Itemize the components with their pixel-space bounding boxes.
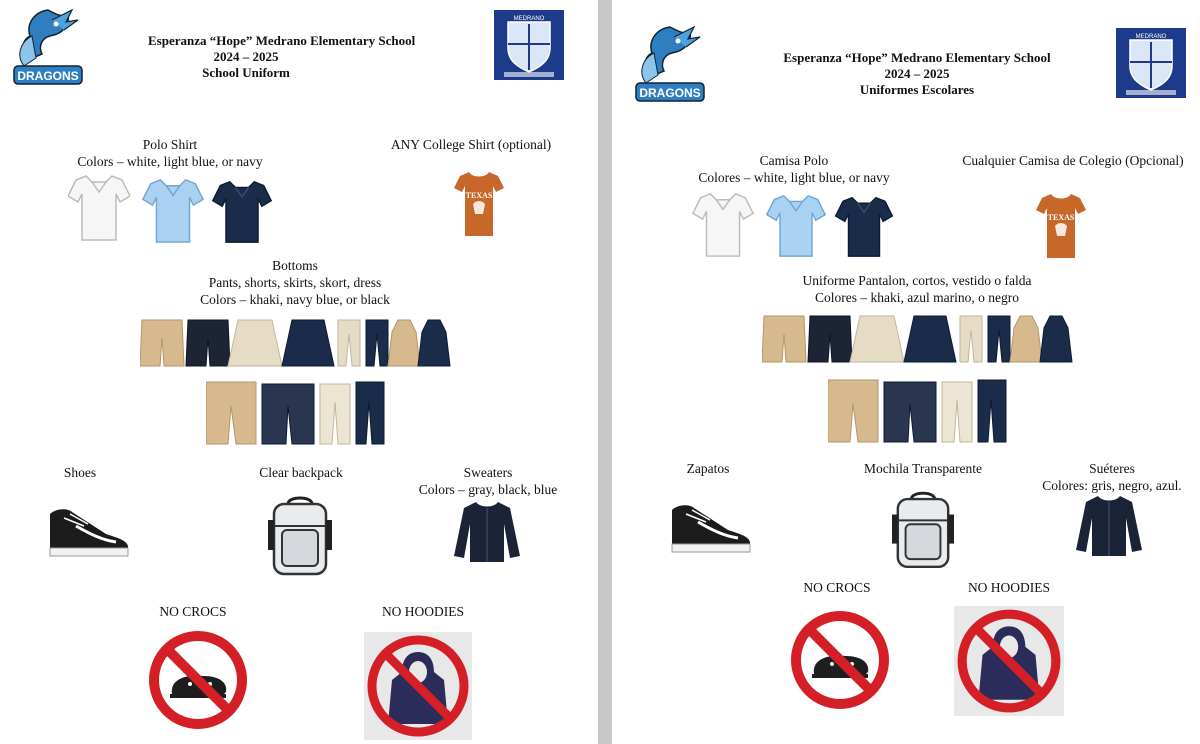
- polo-white-image: [68, 172, 130, 242]
- clear-backpack-image: [268, 496, 332, 578]
- no-crocs-sign: [790, 610, 890, 710]
- sweaters-title: Suéteres: [1089, 461, 1135, 476]
- shoe-image: [668, 496, 752, 556]
- crest-text: MEDRANO: [513, 16, 545, 22]
- college-shirt-title: ANY College Shirt (optional): [390, 137, 552, 152]
- polo-colors: Colores – white, light blue, or navy: [698, 170, 890, 185]
- no-hoodies-label: [362, 603, 484, 620]
- no-hoodies-title: NO HOODIES: [967, 580, 1051, 595]
- bottoms-colors: Colors – khaki, navy blue, or black: [200, 292, 390, 307]
- dragons-logo-text: DRAGONS: [639, 86, 701, 100]
- no-hoodies-label: [948, 579, 1070, 596]
- no-hoodies-title: NO HOODIES: [381, 604, 465, 619]
- sweaters-colors: Colores: gris, negro, azul.: [1042, 478, 1182, 493]
- bottoms-label: [782, 272, 1052, 306]
- bottoms-label: [190, 257, 400, 308]
- college-shirt-label: [950, 152, 1196, 169]
- polo-title: Camisa Polo: [759, 153, 829, 168]
- english-page: [0, 0, 598, 744]
- shoes-label: [40, 464, 120, 481]
- no-crocs-title: NO CROCS: [159, 604, 227, 619]
- sweaters-label: [408, 464, 568, 498]
- school-year: 2024 – 2025: [884, 66, 950, 81]
- bottoms-row-2-image: [206, 380, 386, 446]
- college-shirt-image: [1036, 192, 1086, 260]
- sweaters-colors: Colors – gray, black, blue: [418, 482, 558, 497]
- crest-text: MEDRANO: [1135, 34, 1167, 40]
- no-crocs-title: NO CROCS: [803, 580, 871, 595]
- dragons-logo: [12, 6, 84, 88]
- clear-backpack-image: [892, 490, 954, 572]
- shoes-label: [668, 460, 748, 477]
- college-shirt-title: Cualquier Camisa de Colegio (Opcional): [962, 153, 1184, 168]
- college-shirt-text: TEXAS: [465, 191, 493, 200]
- no-crocs-label: [782, 579, 892, 596]
- backpack-title: Clear backpack: [259, 465, 343, 480]
- backpack-label: [848, 460, 998, 477]
- polo-light-blue-image: [766, 192, 826, 258]
- letterhead: [148, 33, 416, 81]
- school-year: 2024 – 2025: [213, 49, 279, 64]
- college-shirt-label: [380, 136, 562, 153]
- no-crocs-label: [138, 603, 248, 620]
- bottoms-row-1-image: [762, 314, 1078, 366]
- bottoms-types: Uniforme Pantalon, cortos, vestido o falda: [802, 273, 1032, 288]
- sweater-image: [1076, 494, 1142, 558]
- college-shirt-text: TEXAS: [1047, 213, 1075, 222]
- no-crocs-sign: [148, 630, 248, 730]
- school-name: Esperanza “Hope” Medrano Elementary School: [783, 50, 1051, 65]
- sweater-image: [454, 500, 520, 564]
- sweaters-label: [1030, 460, 1194, 494]
- school-name: Esperanza “Hope” Medrano Elementary School: [148, 33, 416, 48]
- bottoms-types: Pants, shorts, skirts, skort, dress: [208, 275, 382, 290]
- polo-light-blue-image: [142, 176, 204, 244]
- dragons-logo-text: DRAGONS: [17, 69, 79, 83]
- no-hoodies-sign: [364, 632, 472, 740]
- spanish-page: [612, 0, 1200, 744]
- polo-white-image: [692, 190, 754, 258]
- school-crest: [1116, 28, 1186, 98]
- backpack-title: Mochila Transparente: [863, 461, 983, 476]
- document-title: School Uniform: [202, 65, 290, 80]
- document-title: Uniformes Escolares: [859, 82, 975, 97]
- no-hoodies-sign: [954, 606, 1064, 716]
- shoes-title: Zapatos: [686, 461, 730, 476]
- polo-colors: Colors – white, light blue, or navy: [77, 154, 263, 169]
- polo-label: [60, 136, 280, 170]
- polo-title: Polo Shirt: [142, 137, 198, 152]
- polo-navy-image: [834, 194, 894, 258]
- bottoms-row-1-image: [140, 318, 456, 370]
- shoes-title: Shoes: [63, 465, 97, 480]
- dragons-logo: [634, 22, 706, 106]
- bottoms-row-2-image: [828, 378, 1008, 444]
- polo-navy-image: [212, 178, 272, 244]
- sweaters-title: Sweaters: [463, 465, 513, 480]
- bottoms-colors: Colores – khaki, azul marino, o negro: [815, 290, 1019, 305]
- polo-label: [684, 152, 904, 186]
- college-shirt-image: [454, 170, 504, 238]
- shoe-image: [46, 500, 130, 560]
- school-crest: [494, 10, 564, 80]
- letterhead: [772, 50, 1062, 98]
- backpack-label: [236, 464, 366, 481]
- bottoms-title: Bottoms: [272, 258, 318, 273]
